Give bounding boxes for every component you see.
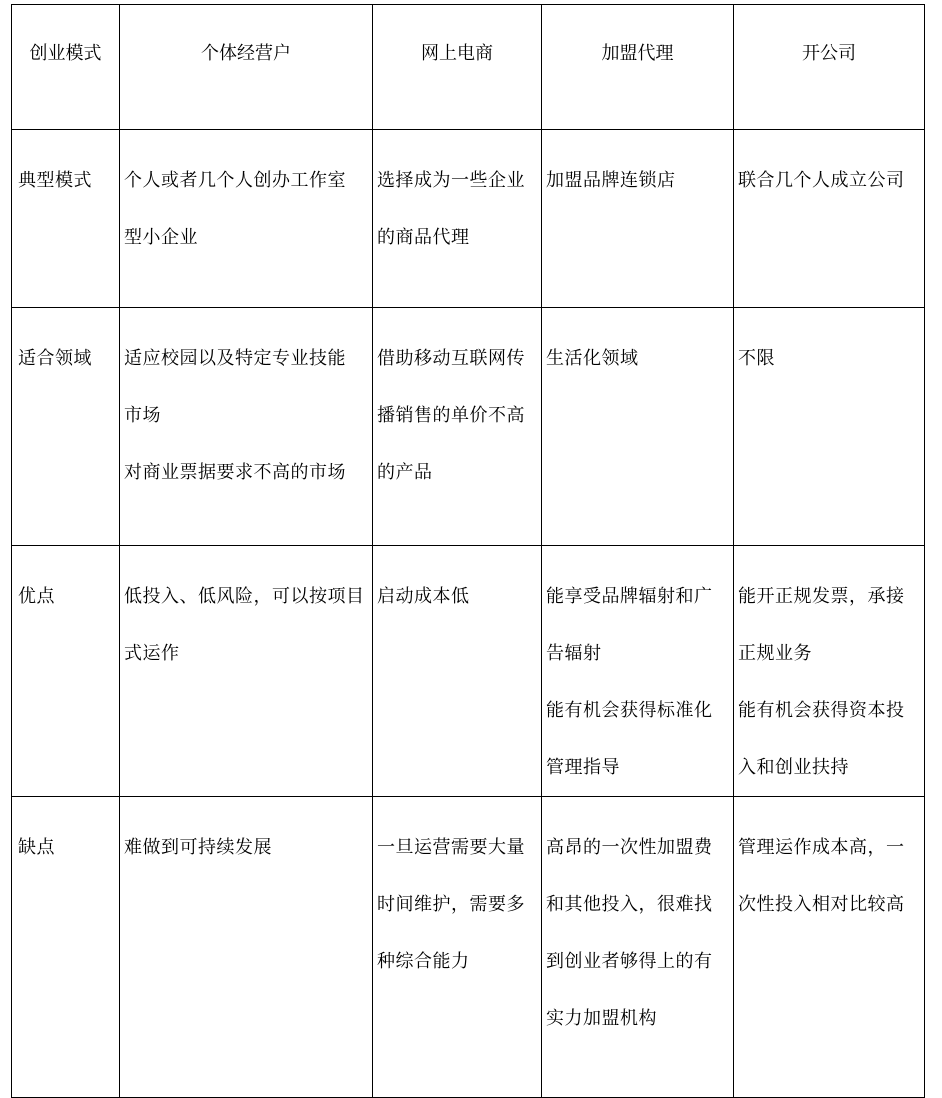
table-cell [373,308,542,546]
table-row [12,546,925,797]
cell-line: 市场 [124,405,161,426]
cell-line: 型小企业 [124,227,198,248]
cell-line: 适应校园以及特定专业技能 [124,348,346,369]
header-cell-individual: 个体经营户 [120,5,373,130]
cell-line: 播销售的单价不高 [377,405,525,426]
row-label-cell [12,130,120,308]
cell-line: 入和创业扶持 [738,757,849,778]
cell-line: 能有机会获得资本投 [738,700,905,721]
table-cell [373,797,542,1098]
header-cell-company: 开公司 [734,5,925,130]
cell-line: 式运作 [124,643,180,664]
table-cell [120,546,373,797]
cell-line: 个人或者几个人创办工作室 [124,170,346,191]
table-cell [734,546,925,797]
cell-line: 选择成为一些企业 [377,170,525,191]
row-label: 典型模式 [18,170,92,191]
cell-line: 生活化领域 [546,348,639,369]
table-cell [542,546,734,797]
cell-line: 高昂的一次性加盟费 [546,837,713,858]
cell-line: 对商业票据要求不高的市场 [124,462,346,483]
cell-line: 管理指导 [546,757,620,778]
cell-line: 和其他投入，很难找 [546,894,713,915]
cell-line: 难做到可持续发展 [124,837,272,858]
cell-line: 的商品代理 [377,227,470,248]
cell-line: 时间维护，需要多 [377,894,525,915]
table-cell [120,797,373,1098]
table-cell [120,308,373,546]
cell-line: 的产品 [377,462,433,483]
table-cell [734,797,925,1098]
cell-line: 能有机会获得标准化 [546,700,713,721]
cell-line: 管理运作成本高，一 [738,837,905,858]
row-label-cell [12,546,120,797]
cell-line: 到创业者够得上的有 [546,951,713,972]
cell-line: 次性投入相对比较高 [738,894,905,915]
cell-line: 能开正规发票，承接 [738,586,905,607]
header-row [12,5,925,130]
cell-line: 加盟品牌连锁店 [546,170,676,191]
row-label: 缺点 [18,837,55,858]
cell-line: 借助移动互联网传 [377,348,525,369]
row-label: 适合领域 [18,348,92,369]
table-cell [734,308,925,546]
table-cell [734,130,925,308]
table-cell [373,546,542,797]
cell-line: 告辐射 [546,643,602,664]
row-label: 优点 [18,586,55,607]
cell-line: 联合几个人成立公司 [738,170,905,191]
header-cell-ecommerce: 网上电商 [373,5,542,130]
table-row [12,797,925,1098]
row-label-cell [12,797,120,1098]
row-label-cell [12,308,120,546]
table-cell [542,308,734,546]
cell-line: 正规业务 [738,643,812,664]
table-cell [373,130,542,308]
header-cell-franchise: 加盟代理 [542,5,734,130]
cell-line: 不限 [738,348,775,369]
cell-line: 启动成本低 [377,586,470,607]
entrepreneurship-mode-table [11,4,925,1098]
cell-line: 实力加盟机构 [546,1008,657,1029]
table-cell [120,130,373,308]
cell-line: 能享受品牌辐射和广 [546,586,713,607]
table-row [12,308,925,546]
table-row [12,130,925,308]
cell-line: 一旦运营需要大量 [377,837,525,858]
table-cell [542,130,734,308]
cell-line: 种综合能力 [377,951,470,972]
header-cell-mode: 创业模式 [12,5,120,130]
cell-line: 低投入、低风险，可以按项目 [124,586,365,607]
table-cell [542,797,734,1098]
